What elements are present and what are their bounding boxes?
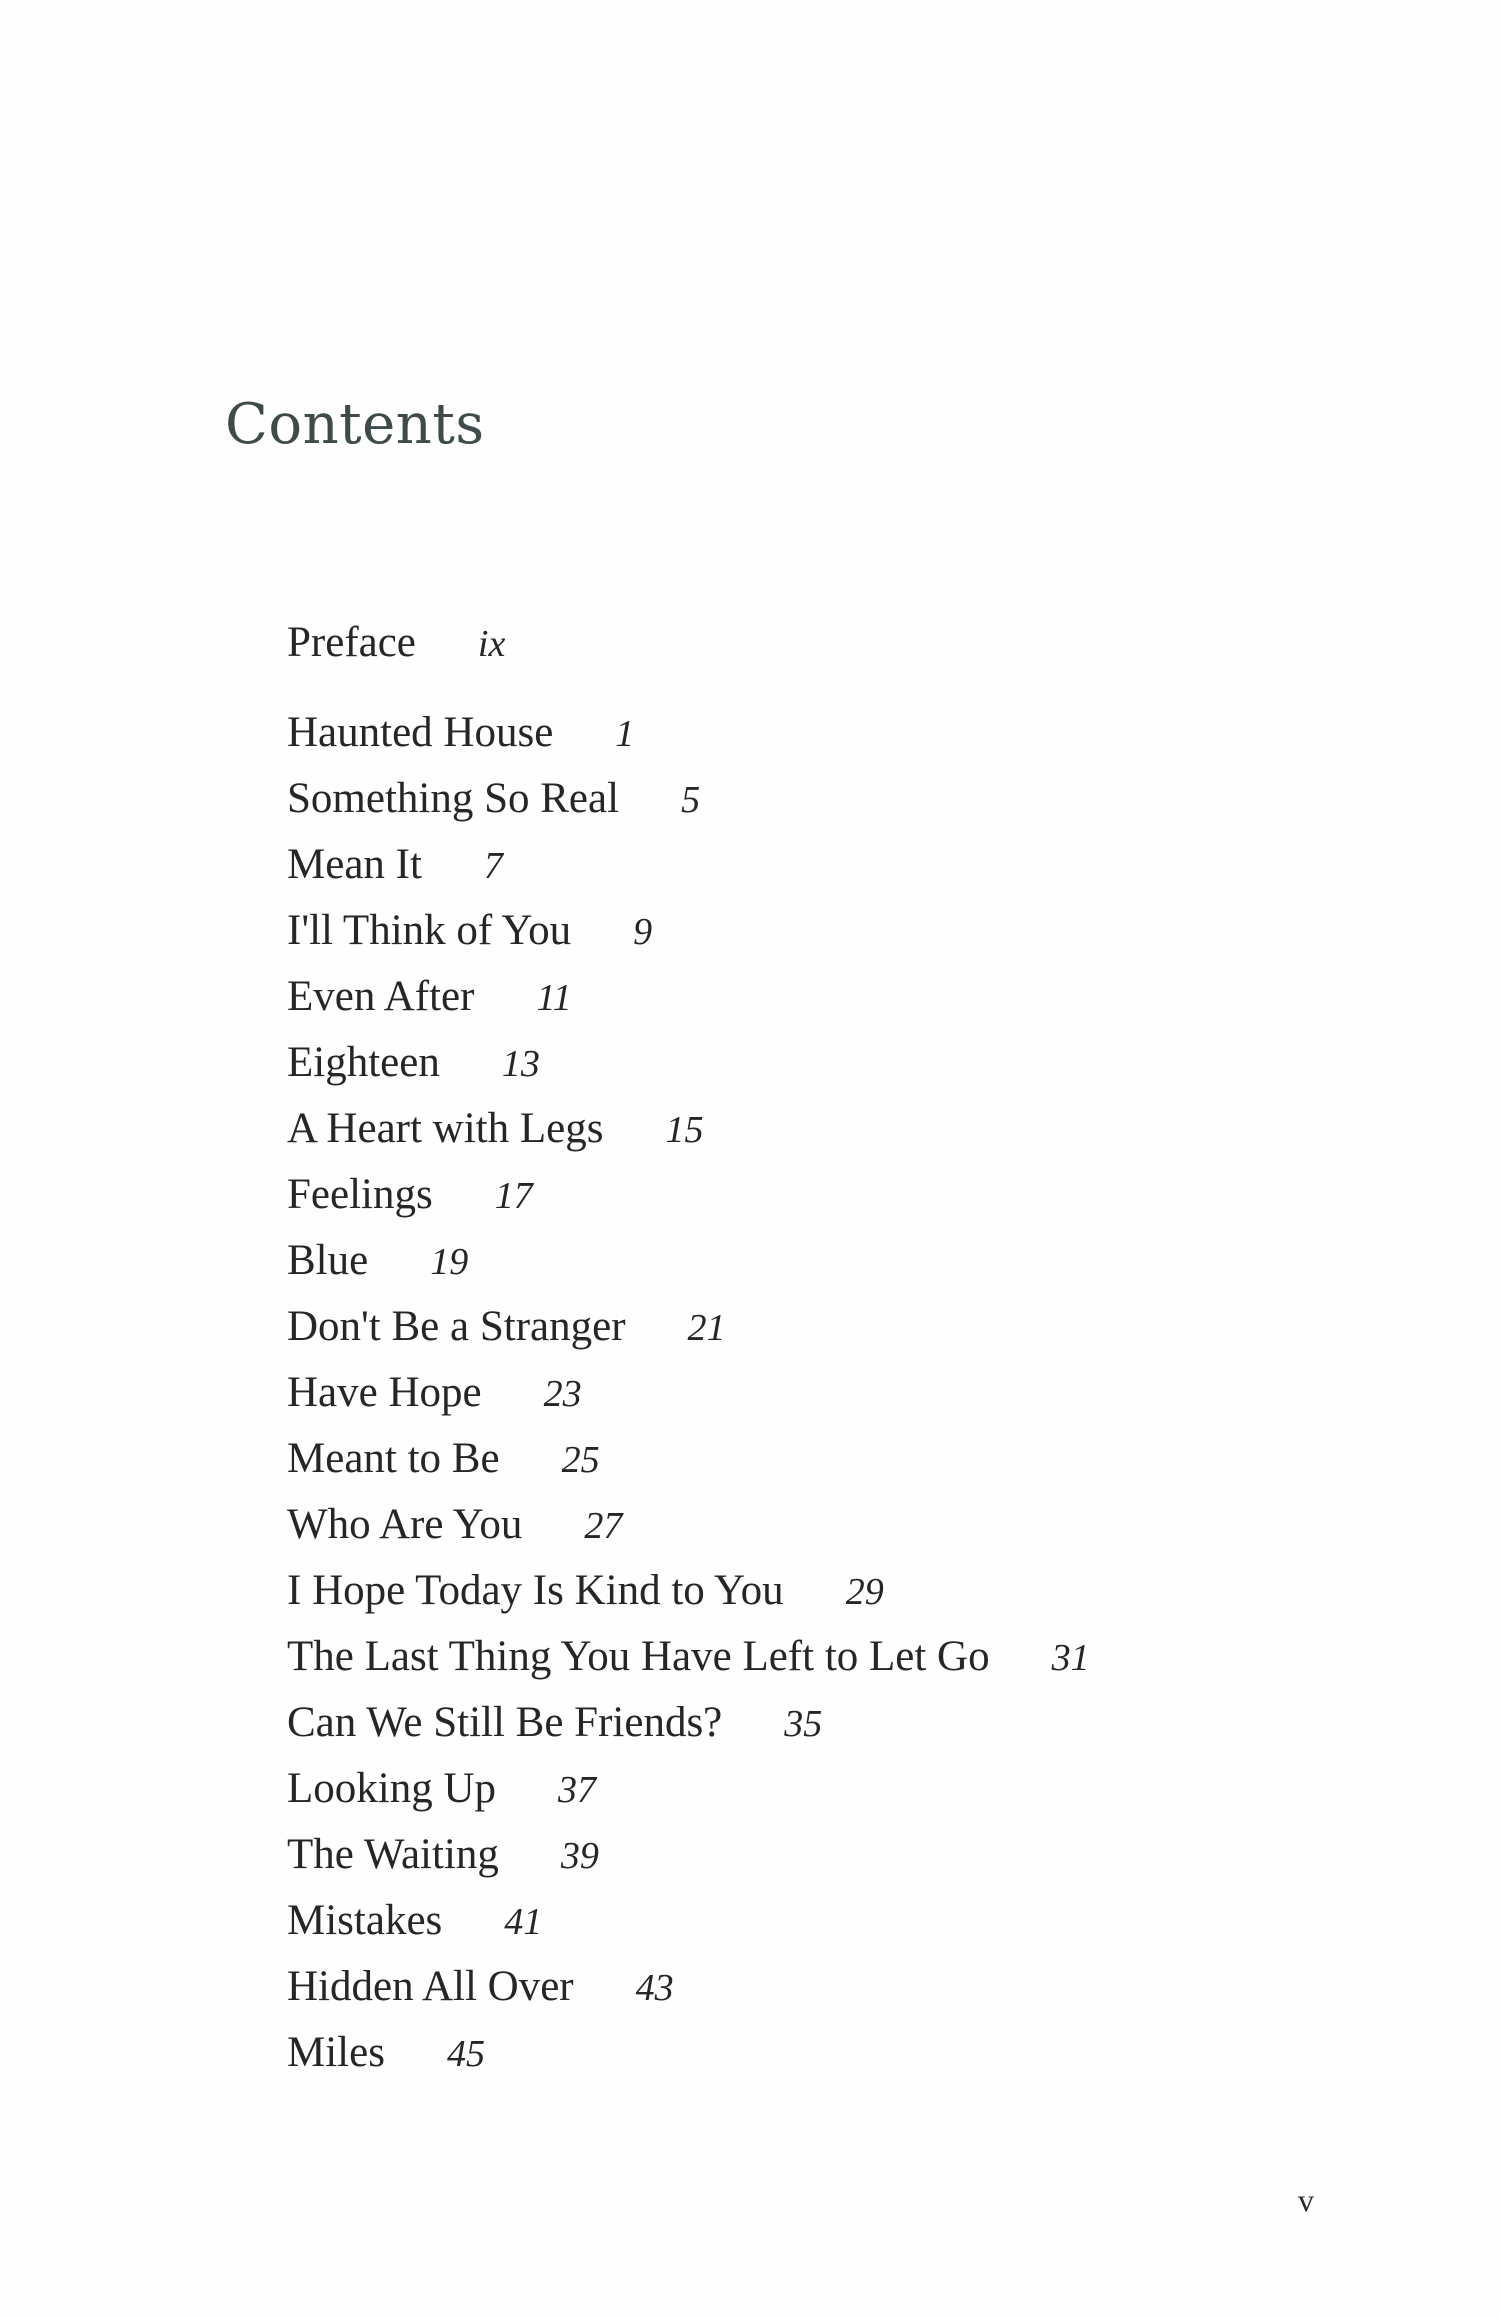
toc-entry-page: 17 <box>494 1175 533 1217</box>
toc-entry-title: Looking Up <box>287 1765 497 1812</box>
toc-entry <box>287 766 1090 832</box>
toc-entry-title: Mistakes <box>287 1897 443 1944</box>
toc-entry <box>287 898 1090 964</box>
toc-entry-preface <box>287 610 1090 676</box>
table-of-contents <box>287 610 1090 2086</box>
toc-entry <box>287 1822 1090 1888</box>
toc-entry-page: 11 <box>536 977 572 1019</box>
toc-entry-title: Hidden All Over <box>287 1963 574 2010</box>
toc-entry-title: Eighteen <box>287 1039 440 1086</box>
toc-entry-page: 29 <box>845 1571 884 1613</box>
toc-entry-page: 35 <box>784 1703 823 1745</box>
toc-entry-title: The Waiting <box>287 1831 499 1878</box>
toc-entry-page: 15 <box>665 1109 704 1151</box>
toc-entry <box>287 1096 1090 1162</box>
toc-entry-title: Blue <box>287 1237 369 1284</box>
toc-entry-page: 39 <box>560 1835 599 1877</box>
toc-entry <box>287 1030 1090 1096</box>
toc-entry-page: 9 <box>633 911 653 953</box>
toc-entry-title: Something So Real <box>287 775 620 822</box>
toc-entry <box>287 832 1090 898</box>
toc-entry-title: Miles <box>287 2029 385 2076</box>
toc-entry-page: 43 <box>635 1967 674 2009</box>
toc-entry <box>287 1888 1090 1954</box>
toc-entry <box>287 1228 1090 1294</box>
toc-entry-title: Feelings <box>287 1171 433 1218</box>
toc-entry <box>287 1360 1090 1426</box>
toc-entry <box>287 1492 1090 1558</box>
toc-entry <box>287 1294 1090 1360</box>
toc-entry <box>287 1624 1090 1690</box>
toc-entry-page: 45 <box>446 2033 485 2075</box>
toc-entry-title: Haunted House <box>287 709 554 756</box>
toc-entry-title: Don't Be a Stranger <box>287 1303 626 1350</box>
toc-entry-title: Can We Still Be Friends? <box>287 1699 723 1746</box>
toc-entry-page: 19 <box>430 1241 469 1283</box>
page-number: v <box>1298 2182 1314 2218</box>
toc-entry-title: Meant to Be <box>287 1435 500 1482</box>
toc-entry-page: 31 <box>1051 1637 1090 1679</box>
toc-entry <box>287 2020 1090 2086</box>
toc-entry-title: Preface <box>287 619 416 666</box>
toc-entry-page: 27 <box>584 1505 623 1547</box>
toc-entry-title: Who Are You <box>287 1501 523 1548</box>
toc-entry <box>287 1162 1090 1228</box>
toc-entry-page: 5 <box>681 779 701 821</box>
toc-entry-page: 13 <box>501 1043 540 1085</box>
toc-entry-page: 41 <box>504 1901 543 1943</box>
toc-entry-title: I Hope Today Is Kind to You <box>287 1567 784 1614</box>
toc-entry <box>287 964 1090 1030</box>
toc-entry-page: 1 <box>615 713 635 755</box>
toc-entry-title: The Last Thing You Have Left to Let Go <box>287 1633 990 1680</box>
toc-entry-page: 25 <box>561 1439 600 1481</box>
toc-entry <box>287 1558 1090 1624</box>
toc-entry <box>287 700 1090 766</box>
toc-entry-page: 7 <box>483 845 503 887</box>
toc-entry-title: Have Hope <box>287 1369 482 1416</box>
page-title: Contents <box>225 392 485 457</box>
toc-entry-title: I'll Think of You <box>287 907 572 954</box>
toc-entry <box>287 1954 1090 2020</box>
toc-entry-title: Even After <box>287 973 475 1020</box>
toc-entry-page: 21 <box>687 1307 726 1349</box>
toc-entry <box>287 1690 1090 1756</box>
toc-entry-page: 37 <box>558 1769 597 1811</box>
toc-entry-page: ix <box>477 623 506 665</box>
toc-entry-page: 23 <box>543 1373 582 1415</box>
toc-entry <box>287 1426 1090 1492</box>
toc-entry <box>287 1756 1090 1822</box>
toc-entry-title: A Heart with Legs <box>287 1105 604 1152</box>
toc-entry-title: Mean It <box>287 841 422 888</box>
